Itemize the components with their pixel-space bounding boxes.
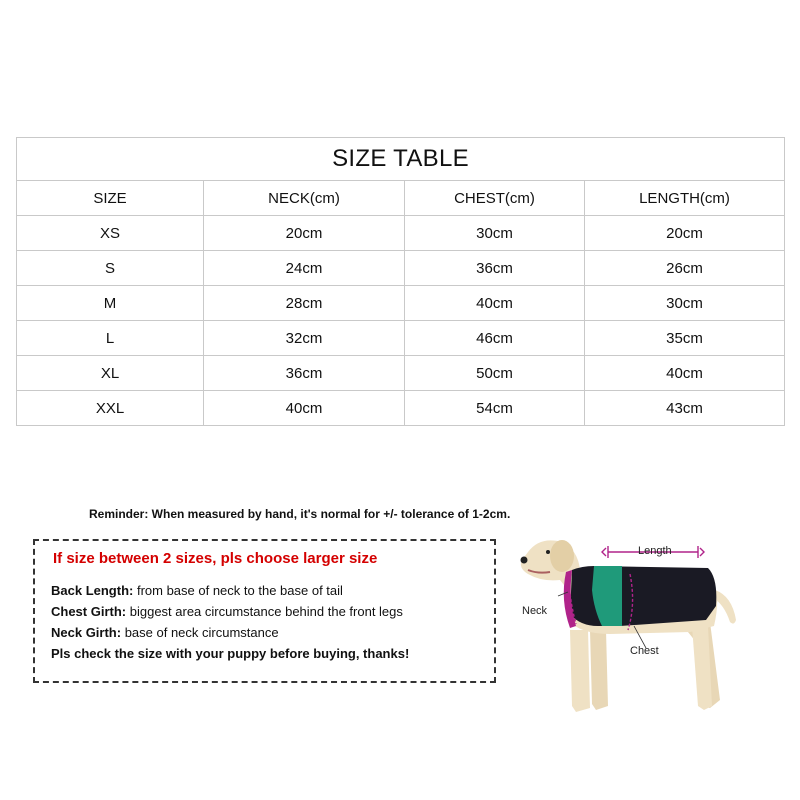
back-length-text: from base of neck to the base of tail [133, 583, 343, 598]
cell-neck: 24cm [204, 251, 405, 286]
cell-size: XL [17, 356, 204, 391]
cell-length: 20cm [585, 216, 785, 251]
back-length-label: Back Length: [51, 583, 134, 598]
larger-size-advice: If size between 2 sizes, pls choose larger size [53, 550, 378, 567]
cell-size: L [17, 321, 204, 356]
chest-girth-note [51, 604, 403, 619]
dog-icon [521, 540, 737, 712]
tolerance-reminder: Reminder: When measured by hand, it's normal for +/- tolerance of 1-2cm. [89, 507, 511, 521]
cell-size: XS [17, 216, 204, 251]
length-label: Length [638, 545, 672, 557]
dog-coat [564, 566, 717, 628]
neck-girth-text: base of neck circumstance [121, 625, 279, 640]
cell-chest: 30cm [405, 216, 585, 251]
cell-neck: 40cm [204, 391, 405, 426]
cell-length: 43cm [585, 391, 785, 426]
cell-size: XXL [17, 391, 204, 426]
cell-neck: 20cm [204, 216, 405, 251]
table-row [17, 251, 785, 286]
cell-neck: 32cm [204, 321, 405, 356]
table-row [17, 356, 785, 391]
back-length-note [51, 583, 343, 598]
size-table [16, 137, 785, 426]
cell-size: S [17, 251, 204, 286]
table-row [17, 391, 785, 426]
neck-label: Neck [522, 605, 548, 617]
header-neck: NECK(cm) [204, 181, 405, 216]
header-size: SIZE [17, 181, 204, 216]
cell-size: M [17, 286, 204, 321]
cell-chest: 54cm [405, 391, 585, 426]
chest-girth-text: biggest area circumstance behind the front legs [126, 604, 403, 619]
check-size-text: Pls check the size with your puppy before buying, thanks! [51, 646, 410, 661]
neck-girth-label: Neck Girth: [51, 625, 122, 640]
table-row [17, 286, 785, 321]
chest-label: Chest [630, 645, 659, 657]
header-chest: CHEST(cm) [405, 181, 585, 216]
cell-length: 30cm [585, 286, 785, 321]
chest-girth-label: Chest Girth: [51, 604, 127, 619]
cell-length: 35cm [585, 321, 785, 356]
cell-neck: 28cm [204, 286, 405, 321]
cell-chest: 50cm [405, 356, 585, 391]
table-title: SIZE TABLE [17, 138, 785, 181]
table-row [17, 321, 785, 356]
check-size-note [51, 646, 409, 661]
sizing-note-box [33, 539, 496, 683]
cell-chest: 36cm [405, 251, 585, 286]
cell-chest: 40cm [405, 286, 585, 321]
cell-length: 40cm [585, 356, 785, 391]
dog-measurement-illustration [510, 530, 770, 730]
header-length: LENGTH(cm) [585, 181, 785, 216]
neck-girth-note [51, 625, 279, 640]
cell-chest: 46cm [405, 321, 585, 356]
table-row [17, 216, 785, 251]
cell-neck: 36cm [204, 356, 405, 391]
cell-length: 26cm [585, 251, 785, 286]
